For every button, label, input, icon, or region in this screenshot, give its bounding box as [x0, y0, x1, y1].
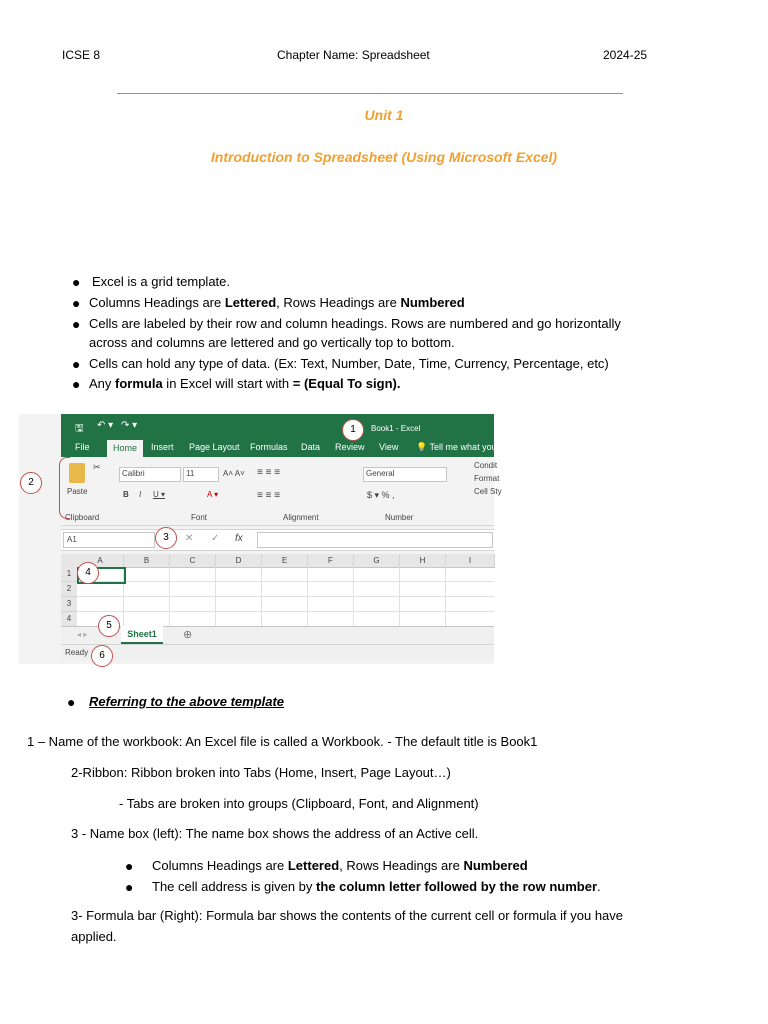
column-header: B: [124, 554, 170, 568]
row-header: 1: [61, 567, 77, 582]
currency-icon: $ ▾ % ,: [367, 490, 395, 500]
tab-home: Home: [107, 440, 143, 457]
callout-marker: 4: [77, 562, 99, 584]
cell-styles: Cell Sty: [474, 487, 502, 496]
callout-marker: 1: [342, 419, 364, 441]
paste-icon: [69, 463, 85, 483]
number-format-box: General: [366, 469, 395, 478]
header-center: Chapter Name: Spreadsheet: [277, 48, 430, 62]
italic-icon: I: [139, 490, 142, 499]
tab-review: Review: [335, 442, 365, 452]
column-header: G: [354, 554, 400, 568]
underline-icon: U ▾: [153, 490, 166, 499]
tab-file: File: [75, 442, 90, 452]
cancel-icon: ✕: [185, 533, 194, 544]
callout-marker: 2: [20, 472, 42, 494]
fx-icon: fx: [235, 533, 243, 544]
note-name-box: 3 - Name box (left): The name box shows the address of an Active cell.: [71, 826, 479, 841]
callout-marker: 3: [155, 527, 177, 549]
row-header: 3: [61, 597, 77, 612]
header-left: ICSE 8: [62, 48, 101, 62]
tab-formulas: Formulas: [250, 442, 288, 452]
note-workbook: 1 – Name of the workbook: An Excel file is called a Workbook. - The default title is Book1: [27, 734, 538, 749]
note-ribbon: 2-Ribbon: Ribbon broken into Tabs (Home, Insert, Page Layout…): [71, 765, 451, 780]
excel-screenshot: [19, 414, 502, 664]
cut-icon: ✂: [93, 462, 101, 472]
excel-title-bar: [61, 414, 497, 457]
tab-view: View: [379, 442, 399, 452]
header-right: 2024-25: [603, 48, 648, 62]
name-box: A1: [67, 535, 77, 544]
column-header: A: [77, 554, 124, 568]
sheet-tab: Sheet1: [121, 626, 163, 644]
font-size-box: 11: [186, 469, 195, 478]
align-top-icon: ≡ ≡ ≡: [257, 467, 281, 478]
group-font: Font: [191, 513, 208, 522]
enter-icon: ✓: [211, 533, 220, 544]
formula-bar-row: [61, 529, 494, 551]
status-text: Ready: [65, 648, 89, 657]
column-header: I: [446, 554, 495, 568]
window-title: Book1 - Excel: [371, 424, 421, 433]
bold-icon: B: [123, 490, 129, 499]
format-as-table: Format: [474, 474, 500, 483]
column-header: E: [262, 554, 308, 568]
column-header: C: [170, 554, 216, 568]
tab-page-layout: Page Layout: [189, 442, 240, 452]
group-alignment: Alignment: [283, 513, 319, 522]
excel-ribbon: [61, 457, 502, 526]
page-subtitle: Introduction to Spreadsheet (Using Microsoft Excel): [210, 149, 558, 165]
column-header: D: [216, 554, 262, 568]
group-clipboard: Clipboard: [65, 513, 100, 522]
tab-data: Data: [301, 442, 321, 452]
paste-label: Paste: [67, 487, 88, 496]
formula-input: [257, 532, 493, 548]
conditional-format: Condit: [474, 461, 498, 470]
tab-tell-me: 💡 Tell me what you: [416, 442, 497, 452]
note-formula-bar: 3- Formula bar (Right): Formula bar shows the contents of the current cell or formula if you have: [71, 908, 624, 923]
row-header: 2: [61, 582, 77, 597]
status-bar: [61, 644, 494, 661]
column-header: H: [400, 554, 446, 568]
tab-scroll-icon: ◂ ▸: [77, 630, 88, 639]
redo-icon: ↷ ▾: [121, 420, 138, 431]
font-grow-icon: A˄ A˅: [223, 469, 245, 478]
group-number: Number: [385, 513, 414, 522]
callout-marker: 6: [91, 645, 113, 667]
ribbon-brace: [59, 457, 70, 519]
note-formula-bar-cont: applied.: [71, 929, 117, 944]
font-color-icon: A ▾: [207, 490, 219, 499]
worksheet-grid: [61, 554, 494, 626]
tab-insert: Insert: [151, 442, 174, 452]
align-center-icon: ≡ ≡ ≡: [257, 490, 281, 501]
save-icon: 🖫: [75, 423, 84, 434]
sheet-tabs-bar: [61, 626, 494, 645]
column-header: F: [308, 554, 354, 568]
undo-icon: ↶ ▾: [97, 420, 114, 431]
add-sheet-icon: ⊕: [183, 629, 193, 641]
note-ribbon-groups: - Tabs are broken into groups (Clipboard, Font, and Alignment): [119, 796, 479, 811]
font-name-box: Calibri: [122, 469, 145, 478]
header-rule: [117, 93, 623, 94]
callout-marker: 5: [98, 615, 120, 637]
row-header: 4: [61, 612, 77, 627]
unit-title: Unit 1: [364, 107, 404, 123]
